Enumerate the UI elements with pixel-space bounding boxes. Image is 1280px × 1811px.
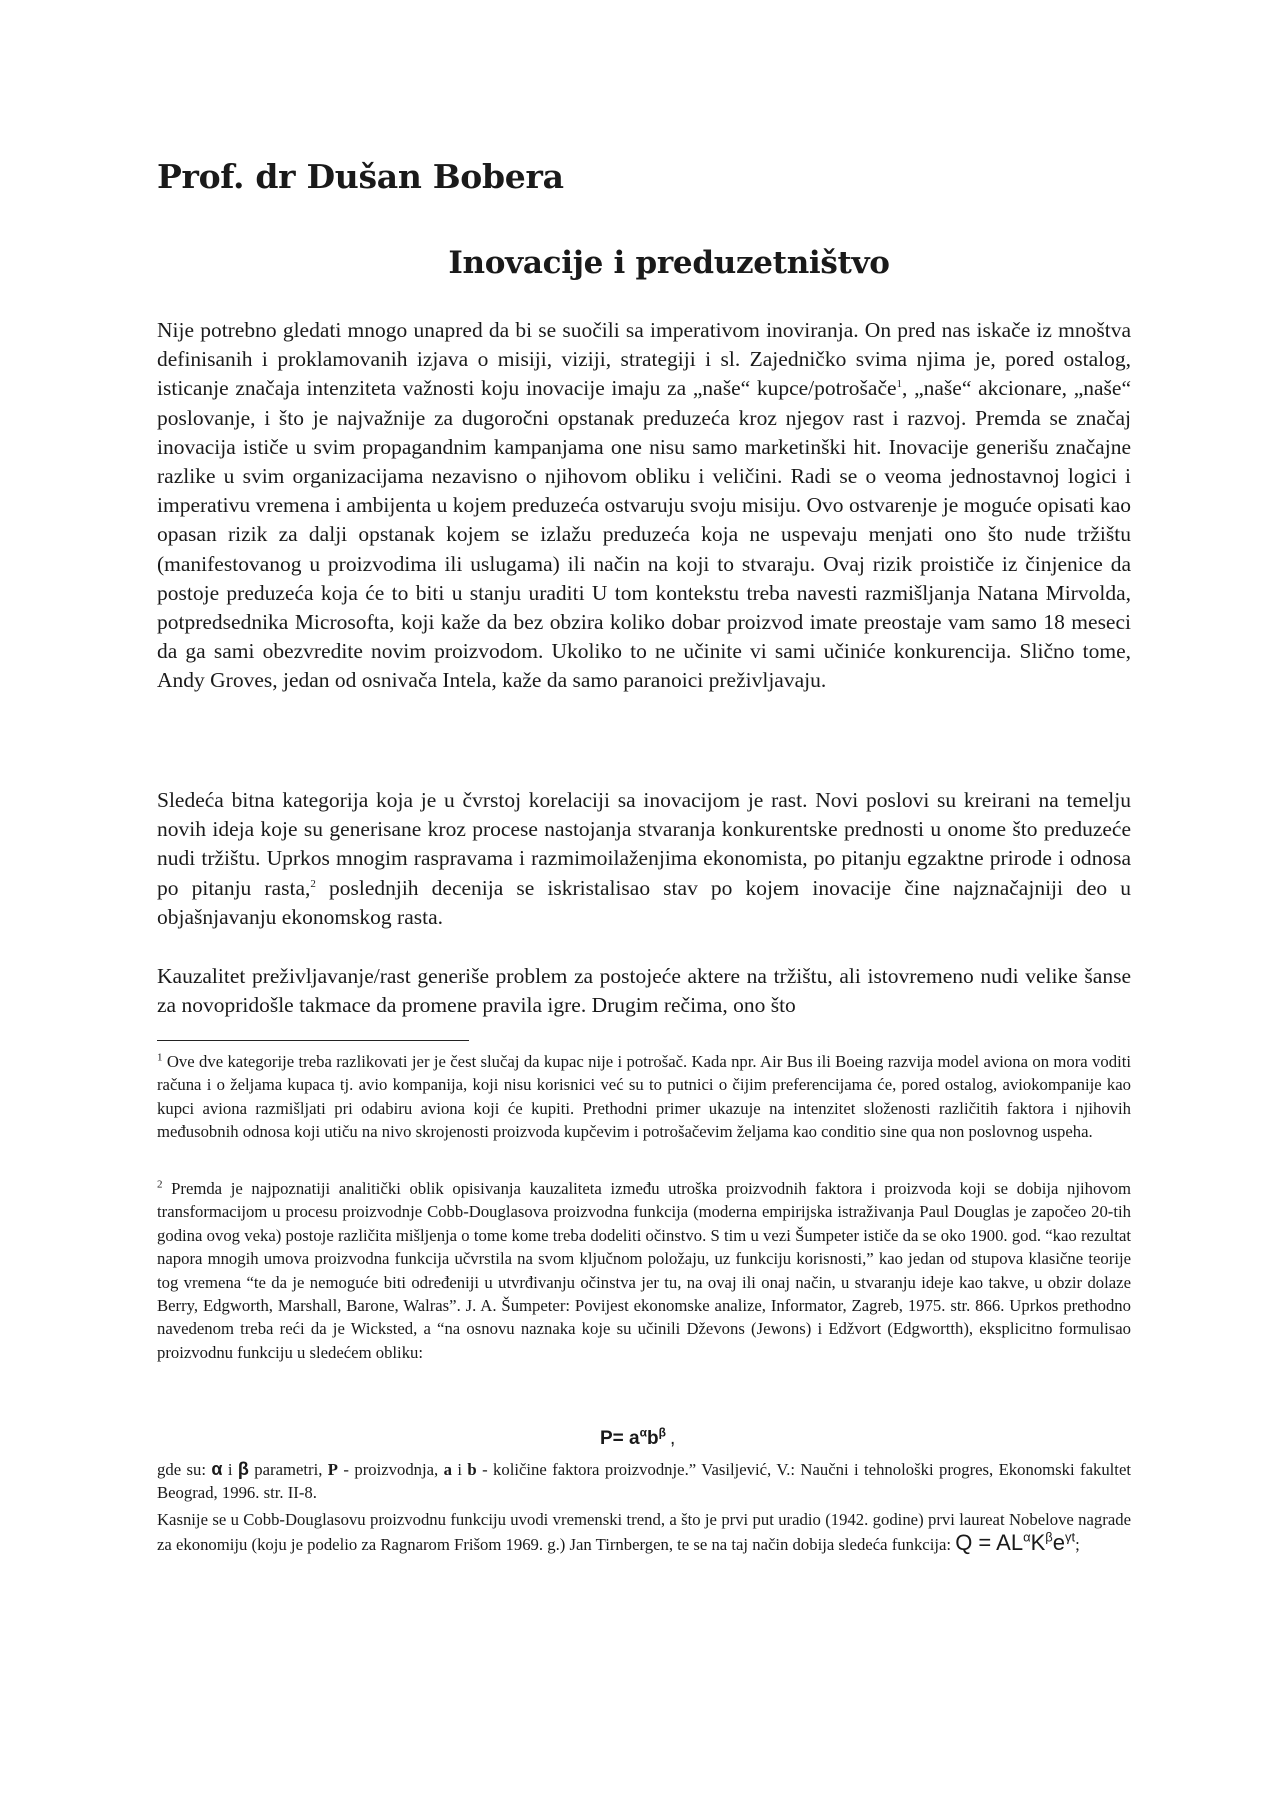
footnote-ref-2[interactable]: 2 [310,877,316,890]
footnote-2 [157,1177,1131,1364]
formula2-e: e [1052,1530,1066,1556]
b-symbol: b [467,1460,477,1479]
footnote-2-text: Premda je najpoznatiji analitički oblik opisivanja kauzaliteta između utroška proizvodnih faktora i proizvoda koji se dobija njihovom transformacijom u procesu proizvodnje Cobb-Douglasova proizvodna funkcija (moderna empirijska istraživanja Paul Douglas je započeo 20-tih godina ovog veka) postoje različita mišljenja o tome kome treba dodeliti očinstvo. S tim u vezi Šumpeter ističe da se oko 1900. god. “kao rezultat napora mnogih umova proizvodna funkcija učvrstila na svom ključnom položaju, uz funkciju korisnosti,” kao jedan od stupova klasične teorije tog vremena “te da je nemoguće biti određeniji u utvrđivanju očinstva jer tu, na ovaj ili onaj način, u stvaranju ideje kao takve, u obzir dolaze Berry, Edgworth, Marshall, Barone, Walras”. J. A. Šumpeter: Povijest ekonomske analize, Informator, Zagreb, 1975. str. 866. Uprkos prethodno navedenom treba reći da je Wicksted, a “na osnovu naznaka koje su učinili Dževons (Jewons) i Edžvort (Edgwortth), eksplicitno formulisao proizvodnu funkciju u sledećem obliku: [157,1179,1131,1362]
formula-b: b [647,1428,659,1449]
author-heading: Prof. dr Dušan Bobera [157,157,564,196]
paragraph-1 [157,316,1131,696]
formula2-end: ; [1075,1535,1080,1555]
footnote-ref-1[interactable]: 1 [896,378,903,391]
gde-params: parametri, [248,1460,328,1479]
tinbergen-formula [955,1530,1075,1555]
paragraph-3: Kauzalitet preživljavanje/rast generiše problem za postojeće aktere na tržištu, ali istovremeno nudi velike šanse za novopridošle takmace da promene pravila igre. Drugim rečima, ono što [157,964,1131,1018]
formula2-q: Q = AL [955,1530,1024,1556]
formula-base: P= a [600,1428,640,1449]
footnote-divider [157,1040,469,1041]
paragraph-1-text-a: Nije potrebno gledati mnogo unapred da bi se suočili sa imperativom inoviranja. On pred nas iskače iz mnoštva definisanih i proklamovanih izjava o misiji, viziji, strategiji i sl. Zajedničko svima njima je, pored ostalog, isticanje značaja intenziteta važnosti koju inovacije imaju za „naše“ kupce/potrošače [157,318,1131,401]
footnote-2-continuation [157,1508,1131,1557]
gde-and-1: i [222,1460,238,1479]
formula2-beta: β [1045,1530,1053,1546]
formula2-k: K [1030,1530,1046,1556]
formula2-alpha: α [1023,1530,1031,1546]
footnote-1-text: Ove dve kategorije treba razlikovati jer je čest slučaj da kupac nije i potrošač. Kada npr. Air Bus ili Boeing razvija model aviona on mora voditi računa i o željama kupaca tj. avio kompanija, koji nisu korisnici već su to putnici o čijim preferencijama će, pored ostalog, aviokompanije kao kupci aviona razmišljati pri odabiru aviona koji će kupiti. Prethodni primer ukazuje na intenzitet složenosti različitih faktora i njihovih međusobnih odnosa koji utiču na nivo skrojenosti proizvoda kupčevim i potrošačevim željama kao conditio sine qua non poslovnog uspeha. [157,1052,1131,1142]
alpha-symbol: α [211,1459,223,1479]
a-symbol: a [443,1460,452,1479]
formula-beta: β [658,1425,666,1440]
paragraph-2-text-b: poslednjih decenija se iskristalisao stav po kojem inovacije čine najznačajniji deo u objašnjavanju ekonomskog rasta. [157,875,1131,929]
paragraph-1-text-b: , „naše“ akcionare, „naše“ poslovanje, i što je najvažnije za dugoročni opstanak preduzeća kroz njegov rast i razvoj. Premda se značaj inovacija ističe u svim propagandnim kampanjama one nisu samo marketinški hit. Inovacije generišu značajne razlike u svim organizacijama nezavisno o njihovom obliku i veličini. Radi se o veoma jednostavnoj logici i imperativu vremena i ambijenta u kojem preduzeća ostvaruju svoju misiju. Ovo ostvarenje je moguće opisati kao opasan rizik za dalji opstanak kojem se izlažu preduzeća koja ne uspevaju menjati ono što nude tržištu (manifestovanog u proizvodima ili uslugama) ili način na koji to stvaraju. Ovaj rizik proističe iz činjenice da postoje preduzeća koja će to biti u stanju uraditi U tom kontekstu treba navesti razmišljanja Natana Mirvolda, potpredsednika Microsofta, koji kaže da bez obzira koliko dobar proizvod imate preostaje vam samo 18 meseci da ga sami obezvredite novim proizvodom. Ukoliko to ne učinite vi sami učiniće konkurencija. Slično tome, Andy Groves, jedan od osnivača Intela, kaže da samo paranoici preživljavaju. [157,376,1131,693]
kasnije-text: Kasnije se u Cobb-Douglasovu proizvodnu funkciju uvodi vremenski trend, a što je prvi put uradio (1942. godine) prvi laureat Nobelove nagrade za ekonomiju (koju je podelio za Ragnarom Frišom 1969. g.) Jan Tirnbergen, te se na taj način dobija sledeća funkcija: [157,1510,1131,1555]
beta-symbol: β [237,1459,249,1479]
gde-production: - proizvodnja, [338,1460,444,1479]
footnote-2-number: 2 [157,1178,163,1191]
formula-explanation [157,1458,1131,1505]
paragraph-2 [157,786,1131,932]
p-symbol: P [327,1460,338,1479]
document-title: Inovacije i preduzetništvo [448,245,890,281]
formula2-gamma-t: γt [1065,1530,1076,1546]
footnote-1-number: 1 [157,1051,163,1064]
gde-prefix: gde su: [157,1460,212,1479]
formula-comma: , [669,1428,676,1449]
gde-citation: - količine faktora proizvodnje.” Vasiljević, V.: Naučni i tehnološki progres, Ekonomski fakultet Beograd, 1996. str. II-8. [157,1460,1131,1503]
footnote-1 [157,1050,1131,1144]
formula-alpha: α [639,1425,648,1440]
paragraph-2-text-a: Sledeća bitna kategorija koja je u čvrstoj korelaciji sa inovacijom je rast. Novi poslovi su kreirani na temelju novih ideja koje su generisane kroz procese nastojanja stvaranja konkurentske prednosti u onome što preduzeće nudi tržištu. Uprkos mnogim raspravama i razmimoilaženjima ekonomista, po pitanju egzaktne prirode i odnosa po pitanju rasta, [157,788,1131,900]
wicksteed-formula [600,1425,676,1450]
gde-and-2: i [451,1460,468,1479]
